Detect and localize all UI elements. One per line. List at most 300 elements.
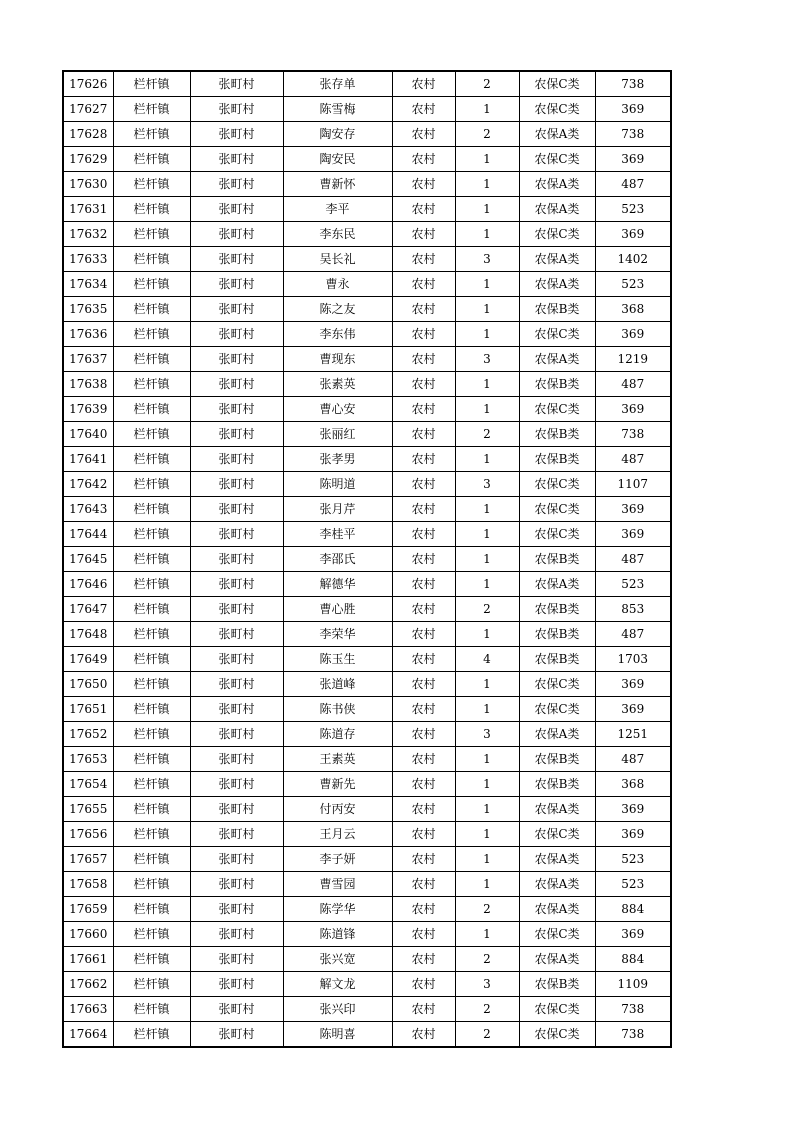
cell-village: 张町村 [190,172,283,197]
cell-serial-number: 17637 [63,347,113,372]
table-row [63,672,671,697]
cell-village: 张町村 [190,572,283,597]
cell-amount: 369 [595,322,671,347]
table-row [63,172,671,197]
table-row [63,697,671,722]
table-row [63,847,671,872]
cell-person-count: 1 [455,447,519,472]
cell-residence-type: 农村 [392,447,455,472]
cell-person-name: 曹新先 [283,772,392,797]
table-row [63,397,671,422]
cell-village: 张町村 [190,447,283,472]
cell-person-count: 2 [455,597,519,622]
table-row [63,947,671,972]
cell-person-name: 李东伟 [283,322,392,347]
cell-village: 张町村 [190,297,283,322]
cell-serial-number: 17647 [63,597,113,622]
cell-person-count: 1 [455,572,519,597]
cell-residence-type: 农村 [392,822,455,847]
table-row [63,922,671,947]
table-row [63,347,671,372]
cell-serial-number: 17632 [63,222,113,247]
cell-residence-type: 农村 [392,922,455,947]
table-row [63,797,671,822]
table-row [63,272,671,297]
table-row [63,872,671,897]
cell-residence-type: 农村 [392,897,455,922]
cell-residence-type: 农村 [392,647,455,672]
cell-person-name: 陈道存 [283,722,392,747]
cell-person-name: 曹现东 [283,347,392,372]
table-row [63,822,671,847]
cell-insurance-type: 农保A类 [519,947,595,972]
cell-village: 张町村 [190,997,283,1022]
cell-town: 栏杆镇 [113,947,190,972]
cell-amount: 884 [595,897,671,922]
cell-town: 栏杆镇 [113,672,190,697]
cell-serial-number: 17638 [63,372,113,397]
cell-person-count: 1 [455,197,519,222]
cell-person-name: 付丙安 [283,797,392,822]
cell-person-count: 1 [455,297,519,322]
cell-person-name: 张孝男 [283,447,392,472]
cell-residence-type: 农村 [392,222,455,247]
cell-village: 张町村 [190,897,283,922]
cell-serial-number: 17646 [63,572,113,597]
cell-person-count: 1 [455,222,519,247]
table-row [63,247,671,272]
cell-residence-type: 农村 [392,797,455,822]
cell-insurance-type: 农保A类 [519,172,595,197]
cell-person-count: 1 [455,97,519,122]
cell-person-name: 陈明喜 [283,1022,392,1048]
cell-town: 栏杆镇 [113,397,190,422]
cell-person-name: 李荣华 [283,622,392,647]
cell-person-count: 2 [455,1022,519,1048]
cell-person-name: 张道峰 [283,672,392,697]
cell-village: 张町村 [190,672,283,697]
cell-village: 张町村 [190,1022,283,1048]
cell-insurance-type: 农保C类 [519,697,595,722]
cell-serial-number: 17634 [63,272,113,297]
cell-insurance-type: 农保C类 [519,222,595,247]
cell-town: 栏杆镇 [113,997,190,1022]
cell-person-name: 曹新怀 [283,172,392,197]
cell-amount: 1107 [595,472,671,497]
cell-town: 栏杆镇 [113,747,190,772]
cell-insurance-type: 农保A类 [519,347,595,372]
cell-insurance-type: 农保B类 [519,772,595,797]
cell-serial-number: 17650 [63,672,113,697]
cell-person-count: 3 [455,722,519,747]
cell-insurance-type: 农保B类 [519,597,595,622]
cell-town: 栏杆镇 [113,247,190,272]
cell-village: 张町村 [190,772,283,797]
cell-insurance-type: 农保B类 [519,297,595,322]
table-row [63,997,671,1022]
cell-village: 张町村 [190,547,283,572]
cell-residence-type: 农村 [392,97,455,122]
cell-insurance-type: 农保A类 [519,197,595,222]
cell-serial-number: 17643 [63,497,113,522]
cell-town: 栏杆镇 [113,572,190,597]
cell-insurance-type: 农保B类 [519,747,595,772]
cell-town: 栏杆镇 [113,897,190,922]
cell-amount: 369 [595,672,671,697]
cell-insurance-type: 农保C类 [519,322,595,347]
cell-town: 栏杆镇 [113,122,190,147]
cell-person-name: 陈书侠 [283,697,392,722]
cell-town: 栏杆镇 [113,822,190,847]
cell-village: 张町村 [190,322,283,347]
cell-village: 张町村 [190,397,283,422]
cell-residence-type: 农村 [392,322,455,347]
cell-person-name: 解德华 [283,572,392,597]
cell-town: 栏杆镇 [113,172,190,197]
cell-person-name: 陈雪梅 [283,97,392,122]
cell-insurance-type: 农保C类 [519,97,595,122]
cell-residence-type: 农村 [392,747,455,772]
cell-residence-type: 农村 [392,722,455,747]
cell-serial-number: 17663 [63,997,113,1022]
cell-person-count: 1 [455,847,519,872]
cell-village: 张町村 [190,147,283,172]
cell-amount: 369 [595,97,671,122]
cell-serial-number: 17651 [63,697,113,722]
cell-person-count: 1 [455,172,519,197]
cell-person-count: 3 [455,347,519,372]
cell-serial-number: 17657 [63,847,113,872]
cell-residence-type: 农村 [392,597,455,622]
cell-town: 栏杆镇 [113,797,190,822]
cell-village: 张町村 [190,797,283,822]
table-row [63,472,671,497]
cell-village: 张町村 [190,597,283,622]
cell-person-count: 3 [455,472,519,497]
cell-person-name: 王素英 [283,747,392,772]
table-row [63,147,671,172]
cell-serial-number: 17649 [63,647,113,672]
cell-person-count: 1 [455,272,519,297]
table-row [63,572,671,597]
cell-serial-number: 17628 [63,122,113,147]
cell-person-name: 李桂平 [283,522,392,547]
cell-insurance-type: 农保C类 [519,997,595,1022]
cell-amount: 369 [595,397,671,422]
cell-person-name: 张存单 [283,71,392,97]
cell-serial-number: 17626 [63,71,113,97]
table-row [63,1022,671,1048]
cell-amount: 738 [595,122,671,147]
cell-amount: 1219 [595,347,671,372]
cell-residence-type: 农村 [392,847,455,872]
cell-village: 张町村 [190,222,283,247]
cell-residence-type: 农村 [392,297,455,322]
table-row [63,197,671,222]
cell-amount: 738 [595,1022,671,1048]
cell-amount: 487 [595,747,671,772]
cell-amount: 369 [595,797,671,822]
cell-town: 栏杆镇 [113,1022,190,1048]
cell-person-count: 2 [455,71,519,97]
cell-town: 栏杆镇 [113,422,190,447]
cell-insurance-type: 农保C类 [519,71,595,97]
cell-person-name: 李邵氏 [283,547,392,572]
table-row [63,71,671,97]
cell-insurance-type: 农保C类 [519,1022,595,1048]
cell-serial-number: 17639 [63,397,113,422]
cell-person-count: 1 [455,497,519,522]
cell-person-count: 2 [455,897,519,922]
cell-residence-type: 农村 [392,372,455,397]
cell-residence-type: 农村 [392,71,455,97]
cell-serial-number: 17635 [63,297,113,322]
cell-person-name: 张兴印 [283,997,392,1022]
cell-person-count: 2 [455,122,519,147]
cell-residence-type: 农村 [392,872,455,897]
cell-village: 张町村 [190,647,283,672]
cell-person-count: 4 [455,647,519,672]
cell-residence-type: 农村 [392,772,455,797]
cell-person-count: 1 [455,522,519,547]
cell-person-name: 解文龙 [283,972,392,997]
cell-residence-type: 农村 [392,347,455,372]
cell-town: 栏杆镇 [113,647,190,672]
table-row [63,647,671,672]
cell-town: 栏杆镇 [113,722,190,747]
cell-person-name: 陈学华 [283,897,392,922]
cell-residence-type: 农村 [392,947,455,972]
cell-amount: 369 [595,922,671,947]
cell-person-count: 1 [455,922,519,947]
cell-town: 栏杆镇 [113,322,190,347]
cell-serial-number: 17630 [63,172,113,197]
cell-insurance-type: 农保A类 [519,797,595,822]
cell-amount: 738 [595,997,671,1022]
cell-insurance-type: 农保A类 [519,847,595,872]
cell-town: 栏杆镇 [113,972,190,997]
cell-residence-type: 农村 [392,497,455,522]
cell-person-count: 1 [455,147,519,172]
cell-residence-type: 农村 [392,472,455,497]
cell-person-name: 张月芹 [283,497,392,522]
cell-person-name: 李子妍 [283,847,392,872]
table-row [63,322,671,347]
cell-serial-number: 17641 [63,447,113,472]
cell-person-name: 张素英 [283,372,392,397]
table-row [63,622,671,647]
cell-amount: 487 [595,447,671,472]
cell-person-count: 2 [455,422,519,447]
cell-village: 张町村 [190,697,283,722]
cell-residence-type: 农村 [392,522,455,547]
cell-person-count: 1 [455,872,519,897]
cell-person-name: 陈道锋 [283,922,392,947]
cell-amount: 369 [595,222,671,247]
cell-serial-number: 17656 [63,822,113,847]
table-row [63,372,671,397]
cell-amount: 369 [595,497,671,522]
cell-village: 张町村 [190,272,283,297]
cell-amount: 523 [595,197,671,222]
cell-residence-type: 农村 [392,997,455,1022]
cell-amount: 523 [595,847,671,872]
cell-person-count: 1 [455,397,519,422]
cell-insurance-type: 农保B类 [519,647,595,672]
cell-serial-number: 17648 [63,622,113,647]
cell-serial-number: 17640 [63,422,113,447]
cell-serial-number: 17659 [63,897,113,922]
cell-person-count: 1 [455,772,519,797]
cell-town: 栏杆镇 [113,197,190,222]
cell-village: 张町村 [190,497,283,522]
table-row [63,122,671,147]
table-row [63,897,671,922]
cell-serial-number: 17629 [63,147,113,172]
cell-town: 栏杆镇 [113,272,190,297]
cell-person-count: 1 [455,697,519,722]
cell-insurance-type: 农保C类 [519,922,595,947]
cell-serial-number: 17642 [63,472,113,497]
cell-village: 张町村 [190,722,283,747]
cell-town: 栏杆镇 [113,497,190,522]
cell-person-name: 李东民 [283,222,392,247]
cell-person-name: 曹心安 [283,397,392,422]
cell-residence-type: 农村 [392,147,455,172]
cell-serial-number: 17658 [63,872,113,897]
cell-person-count: 1 [455,372,519,397]
cell-amount: 369 [595,522,671,547]
cell-village: 张町村 [190,347,283,372]
cell-residence-type: 农村 [392,272,455,297]
cell-person-count: 1 [455,622,519,647]
cell-town: 栏杆镇 [113,222,190,247]
table-row [63,97,671,122]
cell-village: 张町村 [190,247,283,272]
cell-person-name: 曹雪园 [283,872,392,897]
cell-residence-type: 农村 [392,197,455,222]
cell-residence-type: 农村 [392,172,455,197]
cell-amount: 884 [595,947,671,972]
cell-village: 张町村 [190,872,283,897]
cell-residence-type: 农村 [392,1022,455,1048]
cell-serial-number: 17633 [63,247,113,272]
cell-amount: 368 [595,772,671,797]
cell-residence-type: 农村 [392,697,455,722]
cell-town: 栏杆镇 [113,347,190,372]
table-row [63,722,671,747]
cell-amount: 487 [595,372,671,397]
cell-amount: 368 [595,297,671,322]
cell-residence-type: 农村 [392,397,455,422]
cell-person-name: 陶安存 [283,122,392,147]
table-row [63,522,671,547]
table-row [63,222,671,247]
cell-residence-type: 农村 [392,547,455,572]
cell-village: 张町村 [190,422,283,447]
cell-village: 张町村 [190,847,283,872]
cell-amount: 523 [595,872,671,897]
records-table [62,70,672,1048]
cell-residence-type: 农村 [392,972,455,997]
table-row [63,497,671,522]
cell-person-name: 陶安民 [283,147,392,172]
cell-insurance-type: 农保A类 [519,872,595,897]
cell-person-name: 张丽红 [283,422,392,447]
cell-person-count: 1 [455,322,519,347]
cell-insurance-type: 农保B类 [519,447,595,472]
cell-insurance-type: 农保B类 [519,372,595,397]
cell-insurance-type: 农保C类 [519,522,595,547]
cell-residence-type: 农村 [392,672,455,697]
cell-village: 张町村 [190,122,283,147]
cell-insurance-type: 农保A类 [519,572,595,597]
cell-insurance-type: 农保B类 [519,547,595,572]
table-row [63,447,671,472]
cell-amount: 738 [595,422,671,447]
cell-amount: 1251 [595,722,671,747]
cell-amount: 487 [595,622,671,647]
cell-village: 张町村 [190,472,283,497]
cell-village: 张町村 [190,372,283,397]
cell-town: 栏杆镇 [113,772,190,797]
cell-serial-number: 17645 [63,547,113,572]
cell-serial-number: 17662 [63,972,113,997]
cell-amount: 487 [595,172,671,197]
cell-town: 栏杆镇 [113,147,190,172]
cell-serial-number: 17636 [63,322,113,347]
cell-serial-number: 17652 [63,722,113,747]
cell-residence-type: 农村 [392,122,455,147]
cell-person-count: 2 [455,947,519,972]
cell-town: 栏杆镇 [113,622,190,647]
cell-insurance-type: 农保A类 [519,122,595,147]
cell-person-count: 1 [455,747,519,772]
cell-insurance-type: 农保C类 [519,497,595,522]
cell-insurance-type: 农保C类 [519,472,595,497]
cell-insurance-type: 农保B类 [519,422,595,447]
cell-person-name: 张兴宽 [283,947,392,972]
cell-town: 栏杆镇 [113,71,190,97]
cell-serial-number: 17660 [63,922,113,947]
cell-serial-number: 17661 [63,947,113,972]
cell-town: 栏杆镇 [113,97,190,122]
cell-person-name: 陈玉生 [283,647,392,672]
cell-person-count: 1 [455,797,519,822]
cell-town: 栏杆镇 [113,547,190,572]
cell-person-name: 陈明道 [283,472,392,497]
cell-town: 栏杆镇 [113,872,190,897]
cell-amount: 1402 [595,247,671,272]
cell-town: 栏杆镇 [113,597,190,622]
table-row [63,422,671,447]
cell-town: 栏杆镇 [113,697,190,722]
cell-town: 栏杆镇 [113,472,190,497]
cell-person-count: 1 [455,547,519,572]
cell-amount: 369 [595,822,671,847]
cell-village: 张町村 [190,972,283,997]
cell-amount: 738 [595,71,671,97]
cell-amount: 369 [595,697,671,722]
cell-town: 栏杆镇 [113,847,190,872]
cell-insurance-type: 农保A类 [519,272,595,297]
cell-person-count: 3 [455,247,519,272]
cell-residence-type: 农村 [392,247,455,272]
cell-serial-number: 17627 [63,97,113,122]
cell-village: 张町村 [190,747,283,772]
cell-amount: 487 [595,547,671,572]
cell-town: 栏杆镇 [113,522,190,547]
